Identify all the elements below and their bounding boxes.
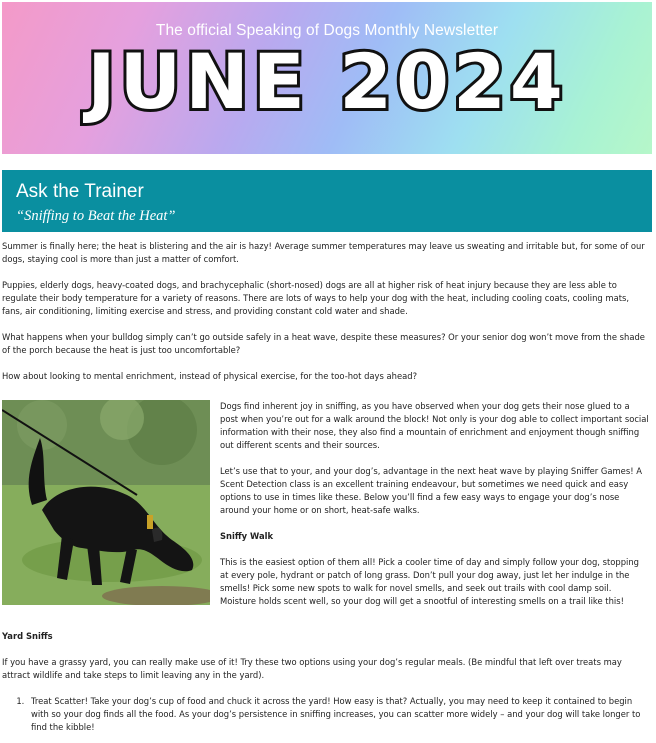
yard-sniffs-list (2, 695, 650, 734)
side-column (220, 400, 650, 621)
sniffy-walk-heading: Sniffy Walk (220, 531, 274, 542)
banner-title: JUNE 2024 (87, 37, 567, 126)
paragraph: Dogs find inherent joy in sniffing, as you have observed when your dog gets their nose glued to a post when you’re out for a walk around the block! Not only is your dog able to collect important social information with their nose, they also find a mountain of enrichment and enjoyment though sniffing out different scents and their sources. (220, 401, 649, 451)
section-subtitle: “Sniffing to Beat the Heat” (16, 207, 176, 224)
yard-sniffs-heading: Yard Sniffs (2, 631, 53, 641)
list-item: 1. Treat Scatter! Take your dog’s cup of food and chuck it across the yard! How easy is that? Actually, you may need to keep it contained to begin with so your dog finds all the food. As your dog’s persistence in sniffing increases, you can scatter more widely – and your dog will take longer to find the kibble! (27, 695, 650, 734)
section-header (2, 170, 652, 232)
yard-sniffs-section (2, 630, 650, 734)
banner-subtitle: The official Speaking of Dogs Monthly Newsletter (155, 22, 499, 39)
paragraph: Puppies, elderly dogs, heavy-coated dogs, and brachycephalic (short-nosed) dogs are all at higher risk of heat injury because they are less able to regulate their body temperature for a variety of reasons. There are lots of ways to help your dog with the heat, including cooling coats, cooling mats, fans, air conditioning, limiting exercise and stress, and providing constant cold water and shade. (2, 280, 630, 317)
newsletter-banner (2, 2, 652, 154)
paragraph: This is the easiest option of them all! Pick a cooler time of day and simply follow your dog, stopping at every pole, hydrant or patch of long grass. Don’t pull your dog away, just let her indulge in the smells! Pick some new spots to walk for novel smells, and seek out trails with cool damp soil. Moisture holds scent well, so your dog will get a snootful of interesting smells on a trail like this! (220, 557, 639, 607)
paragraph: Summer is finally here; the heat is blistering and the air is hazy! Average summer temperatures may leave us sweating and irritable but, for some of our dogs, staying cool is more than just a matter of comfort. (2, 241, 645, 265)
article-body (2, 240, 650, 733)
paragraph: Let’s use that to your, and your dog’s, advantage in the next heat wave by playing Sniffer Games! A Scent Detection class is an excellent training endeavour, but sometimes we need quick and easy options to use in times like these. Below you’ll find a few easy ways to engage your dog’s nose around your home or on short, heat-safe walks. (220, 466, 642, 516)
dog-sniffing-photo (2, 400, 210, 605)
dog-photo-illustration (2, 400, 210, 605)
section-title: Ask the Trainer (16, 181, 144, 202)
paragraph: How about looking to mental enrichment, instead of physical exercise, for the too-hot days ahead? (2, 371, 418, 382)
paragraph: What happens when your bulldog simply can’t go outside safely in a heat wave, despite these measures? Or your senior dog won’t move from the shade of the porch because the heat is just too uncomfortable? (2, 332, 645, 356)
paragraph: If you have a grassy yard, you can really make use of it! Try these two options using your dog’s regular meals. (Be mindful that left over treats may attract wildlife and take steps to limit leaving any in the yard). (2, 657, 622, 681)
